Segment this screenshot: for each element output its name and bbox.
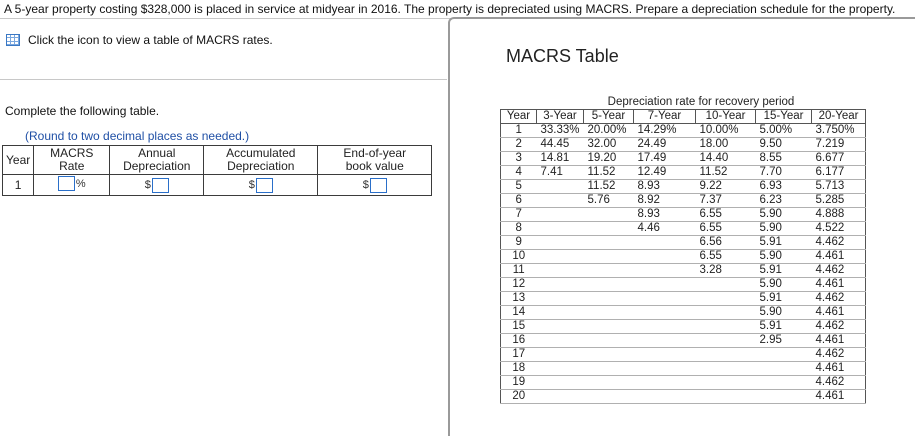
table-row [501,362,866,376]
table-row [501,194,866,208]
rate-cell: 5.76 [584,194,634,208]
year-cell: 19 [501,376,537,390]
annual-depreciation-input[interactable] [152,178,169,193]
rate-cell [756,390,812,404]
rate-cell: 5.90 [756,222,812,236]
rate-cell: 4.46 [634,222,696,236]
rate-cell: 4.462 [812,292,866,306]
rate-cell [696,334,756,348]
rate-cell: 14.40 [696,152,756,166]
rate-cell: 5.91 [756,320,812,334]
year-cell: 9 [501,236,537,250]
rate-cell [696,348,756,362]
header-15-year: 15-Year [756,110,812,124]
header-year: Year [501,110,537,124]
rate-cell: 5.00% [756,124,812,138]
rate-cell: 4.462 [812,348,866,362]
rate-cell: 7.37 [696,194,756,208]
rate-cell [537,362,584,376]
rate-cell: 18.00 [696,138,756,152]
rate-cell: 11.52 [584,166,634,180]
rate-cell: 33.33% [537,124,584,138]
rate-cell [634,292,696,306]
rate-cell: 8.93 [634,208,696,222]
rate-cell [537,348,584,362]
rate-cell [537,250,584,264]
macrs-rate-table [500,96,866,404]
annual-cell [110,175,204,196]
header-annual-depreciation: Annual Depreciation [110,146,204,175]
rate-cell: 32.00 [584,138,634,152]
rate-cell: 4.522 [812,222,866,236]
dollar-symbol: $ [248,179,255,192]
header-book-value: End-of-year book value [318,146,432,175]
table-row [501,306,866,320]
rate-cell: 7.219 [812,138,866,152]
rate-cell [537,236,584,250]
rate-cell: 5.91 [756,264,812,278]
rate-cell: 4.462 [812,320,866,334]
rate-cell: 3.750% [812,124,866,138]
rate-cell [634,236,696,250]
year-cell: 10 [501,250,537,264]
year-cell: 18 [501,362,537,376]
year-cell: 11 [501,264,537,278]
rate-cell [696,320,756,334]
rate-cell [634,250,696,264]
rate-cell [537,320,584,334]
year-cell: 8 [501,222,537,236]
rate-cell: 6.55 [696,208,756,222]
table-row [501,348,866,362]
rate-cell [537,194,584,208]
rate-cell: 8.93 [634,180,696,194]
rate-cell: 9.50 [756,138,812,152]
dollar-symbol: $ [144,179,151,192]
rate-cell: 6.93 [756,180,812,194]
year-cell: 4 [501,166,537,180]
rate-cell [584,362,634,376]
rate-cell: 14.81 [537,152,584,166]
macrs-rate-input[interactable] [58,176,75,191]
table-row [501,320,866,334]
rate-cell [634,334,696,348]
rate-cell [537,334,584,348]
rate-cell: 20.00% [584,124,634,138]
table-row [501,222,866,236]
rate-cell: 4.461 [812,362,866,376]
table-row [501,208,866,222]
header-7-year: 7-Year [634,110,696,124]
rate-cell: 7.41 [537,166,584,180]
accumulated-depreciation-input[interactable] [256,178,273,193]
rate-cell: 4.461 [812,306,866,320]
rate-cell: 4.461 [812,278,866,292]
year-cell: 14 [501,306,537,320]
rate-cell: 4.462 [812,376,866,390]
rate-cell: 17.49 [634,152,696,166]
rate-cell [584,278,634,292]
rate-cell: 8.92 [634,194,696,208]
rate-cell: 2.95 [756,334,812,348]
rate-cell [537,390,584,404]
panel-title: MACRS Table [506,46,619,66]
rate-cell: 4.461 [812,334,866,348]
rate-cell [696,292,756,306]
rate-cell: 19.20 [584,152,634,166]
rate-cell [584,376,634,390]
table-row [501,138,866,152]
accum-cell [204,175,318,196]
rate-cell: 5.90 [756,208,812,222]
header-5-year: 5-Year [584,110,634,124]
rate-cell [537,264,584,278]
rate-cell [756,376,812,390]
rate-cell: 14.29% [634,124,696,138]
book-value-input[interactable] [370,178,387,193]
table-row [501,334,866,348]
table-row [501,124,866,138]
year-cell: 12 [501,278,537,292]
rate-cell [537,306,584,320]
rate-cell [696,306,756,320]
header-year: Year [3,146,34,175]
rate-cell [584,208,634,222]
year-cell: 20 [501,390,537,404]
rate-cell: 5.91 [756,236,812,250]
book-cell [318,175,432,196]
rate-cell [584,320,634,334]
rate-cell: 4.462 [812,236,866,250]
rate-cell [584,292,634,306]
rate-cell [634,390,696,404]
year-cell: 1 [501,124,537,138]
rate-cell [634,348,696,362]
rate-cell: 4.888 [812,208,866,222]
rate-cell [634,278,696,292]
rate-cell [634,376,696,390]
table-row [501,166,866,180]
rate-cell: 44.45 [537,138,584,152]
rate-cell [634,362,696,376]
year-cell: 7 [501,208,537,222]
rate-cell: 4.461 [812,390,866,404]
rate-cell [696,362,756,376]
rate-cell [34,175,110,196]
rate-cell [756,362,812,376]
row-year: 1 [3,175,34,196]
rate-cell [584,306,634,320]
rate-cell: 5.285 [812,194,866,208]
table-row [501,264,866,278]
year-cell: 6 [501,194,537,208]
rate-cell: 6.55 [696,222,756,236]
year-cell: 5 [501,180,537,194]
table-row [501,236,866,250]
rate-cell: 12.49 [634,166,696,180]
rate-cell: 4.461 [812,250,866,264]
header-3-year: 3-Year [537,110,584,124]
macrs-table-panel [448,17,915,436]
rate-cell: 5.90 [756,278,812,292]
rate-cell: 4.462 [812,264,866,278]
icon-hint-text: Click the icon to view a table of MACRS rates. [28,33,273,47]
rate-cell: 9.22 [696,180,756,194]
rate-cell: 6.56 [696,236,756,250]
rate-cell [634,320,696,334]
rate-cell: 3.28 [696,264,756,278]
rate-cell [634,306,696,320]
rate-cell: 7.70 [756,166,812,180]
table-row [501,180,866,194]
depreciation-schedule-table [2,145,432,196]
header-20-year: 20-Year [812,110,866,124]
header-macrs-rate: MACRS Rate [34,146,110,175]
rate-cell [537,292,584,306]
rate-cell: 6.23 [756,194,812,208]
header-accumulated-depreciation: Accumulated Depreciation [204,146,318,175]
rate-cell [584,222,634,236]
rate-cell [584,250,634,264]
table-caption: Depreciation rate for recovery period [607,96,795,108]
year-cell: 15 [501,320,537,334]
rate-cell: 5.713 [812,180,866,194]
rate-cell: 11.52 [696,166,756,180]
table-row [501,152,866,166]
table-row [501,250,866,264]
rate-cell [696,278,756,292]
instruction-text: Complete the following table. [5,104,160,118]
year-cell: 16 [501,334,537,348]
rate-cell: 10.00% [696,124,756,138]
rate-cell [696,376,756,390]
year-cell: 3 [501,152,537,166]
rate-cell [584,236,634,250]
table-grid-icon[interactable] [6,34,20,46]
rate-cell [537,180,584,194]
rate-cell: 24.49 [634,138,696,152]
year-cell: 17 [501,348,537,362]
rate-cell: 6.177 [812,166,866,180]
table-row [501,278,866,292]
rate-cell [584,390,634,404]
table-row [501,292,866,306]
table-row [3,175,432,196]
rate-cell: 5.91 [756,292,812,306]
rate-cell: 11.52 [584,180,634,194]
rate-cell [537,278,584,292]
problem-statement: A 5-year property costing $328,000 is placed in service at midyear in 2016. The property is depreciated using MACRS. Prepare a depreciation schedule for the property. [4,2,896,16]
year-cell: 13 [501,292,537,306]
rate-cell: 6.677 [812,152,866,166]
rate-cell: 6.55 [696,250,756,264]
rate-cell [584,264,634,278]
rate-cell: 5.90 [756,306,812,320]
rate-cell [537,208,584,222]
rate-cell [584,334,634,348]
table-row [501,390,866,404]
rate-cell [756,348,812,362]
round-note: (Round to two decimal places as needed.) [25,129,250,143]
rate-cell [537,222,584,236]
rate-cell [584,348,634,362]
rate-cell [634,264,696,278]
rate-cell [696,390,756,404]
rate-cell: 8.55 [756,152,812,166]
macrs-link-row [6,33,273,47]
year-cell: 2 [501,138,537,152]
table-row [501,376,866,390]
header-10-year: 10-Year [696,110,756,124]
percent-symbol: % [75,177,86,190]
left-divider [0,79,447,80]
rate-cell [537,376,584,390]
dollar-symbol: $ [362,179,369,192]
rate-cell: 5.90 [756,250,812,264]
